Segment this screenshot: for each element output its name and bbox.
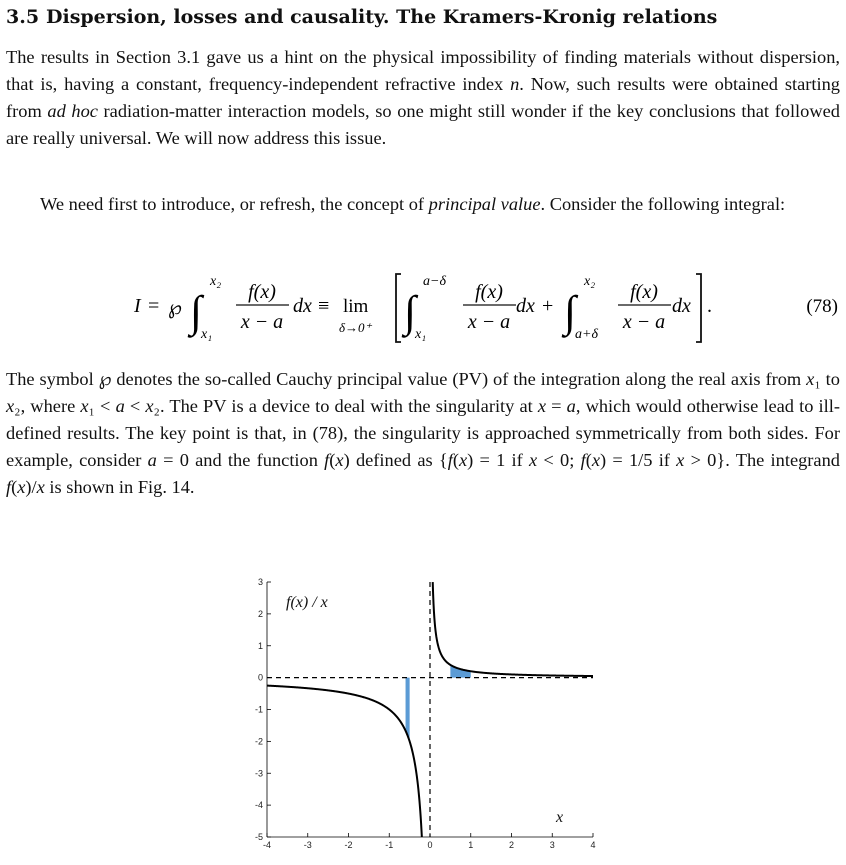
math-symbol: x [36, 477, 45, 497]
text-run: ₁ < [88, 396, 116, 416]
section-heading [6, 6, 840, 28]
math-symbol: f [580, 450, 586, 470]
eq-lower-2: x₁ [415, 327, 427, 342]
paragraph-intro [6, 44, 840, 152]
y-tick-label: 0 [257, 672, 263, 683]
eq-integral-3: ∫ [564, 287, 577, 336]
math-symbol: a [147, 450, 157, 470]
curve-right-branch [433, 582, 593, 676]
eq-lim-sub: δ→0⁺ [339, 320, 372, 335]
math-symbol: f [6, 477, 12, 497]
text-run: . Consider the following integral: [540, 194, 786, 214]
eq-period: . [707, 295, 712, 317]
y-tick-label: -5 [254, 832, 263, 842]
equation-number: (78) [806, 296, 838, 317]
text-run: ₂. The PV is a device to deal with the singularity at [153, 396, 538, 416]
paragraph-cauchy [6, 366, 840, 501]
text-run: < 0; [537, 450, 581, 470]
eq-lhs: I [134, 295, 141, 317]
chart-annotation-axis: x [556, 809, 564, 826]
text-run: The symbol ℘ denotes the so-called Cauchy principal value (PV) of the integration along the real axis from [6, 369, 807, 389]
text-run: ( [329, 450, 336, 470]
paragraph-principal-value [6, 191, 840, 218]
text-run: . Now, such results were obtained starting from [6, 74, 840, 121]
x-tick-label: 3 [549, 840, 555, 850]
eq-integral-2: ∫ [404, 287, 417, 336]
math-symbol: x [537, 396, 547, 416]
eq-dx-2: dx [516, 295, 535, 317]
eq-dx-1: dx [293, 295, 312, 317]
section-number: 3.5 [6, 6, 40, 28]
math-symbol: x [806, 369, 815, 389]
math-symbol: x [676, 450, 685, 470]
eq-numerator-3: f(x) [630, 281, 658, 303]
x-tick-label: -3 [303, 840, 312, 850]
eq-equiv: ≡ [318, 295, 330, 317]
eq-plus: + [542, 295, 554, 317]
math-symbol: a [566, 396, 576, 416]
text-run: = 0 and the function [156, 450, 325, 470]
eq-lim: lim [343, 296, 369, 317]
math-symbol: f [447, 450, 453, 470]
y-tick-label: 2 [257, 608, 263, 619]
eq-lower-1: x₁ [201, 327, 213, 342]
figure-14 [240, 570, 620, 861]
text-run: < [124, 396, 146, 416]
eq-dx-3: dx [672, 295, 691, 317]
section-title: Dispersion, losses and causality. The Kramers-Kronig relations [46, 6, 718, 28]
y-tick-label: 3 [257, 577, 263, 587]
math-symbol: x [80, 396, 89, 416]
text-run: is shown in Fig. 14. [44, 477, 195, 497]
chart-fx-over-x [240, 570, 620, 861]
text-run: ₂, where [14, 396, 81, 416]
text-run: ( [11, 477, 18, 497]
y-tick-label: -3 [254, 768, 263, 779]
math-symbol: n [510, 74, 520, 94]
y-tick-label: -2 [254, 736, 263, 747]
eq-upper-1: x₂ [210, 274, 222, 289]
eq-denominator-1: x − a [240, 311, 284, 333]
eq-numerator-2: f(x) [475, 281, 503, 303]
eq-denominator-3: x − a [622, 311, 666, 333]
x-tick-label: 0 [427, 840, 433, 850]
math-symbol: x [335, 450, 344, 470]
eq-equals: = [148, 295, 160, 317]
text-run: )/ [25, 477, 37, 497]
text-run: The results in Section 3.1 gave us a hint on the physical impossibility of finding materials without dispersion, that is, having a constant, frequency-independent refractive index [6, 47, 840, 94]
chart-annotation-function: f(x) / x [286, 594, 328, 611]
math-symbol: x [145, 396, 154, 416]
text-run: = [546, 396, 567, 416]
text-run: ) = 1/5 if [600, 450, 677, 470]
math-symbol: x [529, 450, 538, 470]
text-run: radiation-matter interaction models, so one might still wonder if the key conclusions that followed are really universal. We will now address this issue. [6, 101, 840, 148]
math-symbol: a [115, 396, 125, 416]
x-tick-label: 1 [468, 840, 474, 850]
text-run: ) defined as { [343, 450, 448, 470]
text-run: ₁ to [814, 369, 840, 389]
math-symbol: x [458, 450, 468, 470]
math-symbol: x [6, 396, 15, 416]
x-tick-label: 4 [590, 840, 596, 850]
eq-integral-1: ∫ [190, 287, 203, 336]
x-tick-label: -4 [262, 840, 272, 850]
eq-pv-symbol: ℘ [168, 297, 182, 319]
equation-78 [0, 258, 846, 358]
text-run: ( [585, 450, 592, 470]
text-run: ) = 1 if [467, 450, 530, 470]
x-tick-label: -2 [344, 840, 353, 850]
curve-left-branch [267, 686, 422, 837]
text-run: , which would otherwise lead to ill-defined results. The key point is that, in (78), the singularity is approached symmetrically from both sides. For example, consider [6, 396, 840, 470]
math-symbol: principal value [428, 194, 541, 214]
eq-upper-2: a−δ [423, 274, 446, 289]
y-tick-label: -4 [254, 800, 263, 811]
eq-upper-3: x₂ [584, 274, 596, 289]
x-tick-label: 2 [508, 840, 515, 850]
math-symbol: ad hoc [47, 101, 98, 121]
math-symbol: f [324, 450, 330, 470]
eq-numerator-1: f(x) [248, 281, 276, 303]
eq-denominator-2: x − a [467, 311, 511, 333]
x-tick-label: -1 [385, 840, 394, 850]
math-symbol: x [17, 477, 26, 497]
y-tick-label: -1 [254, 704, 263, 715]
text-run: ( [452, 450, 459, 470]
text-run: We need first to introduce, or refresh, the concept of [40, 194, 429, 214]
y-tick-label: 1 [257, 640, 263, 651]
math-symbol: x [591, 450, 600, 470]
eq-lower-3: a+δ [575, 327, 598, 342]
text-run: > 0}. The integrand [684, 450, 840, 470]
